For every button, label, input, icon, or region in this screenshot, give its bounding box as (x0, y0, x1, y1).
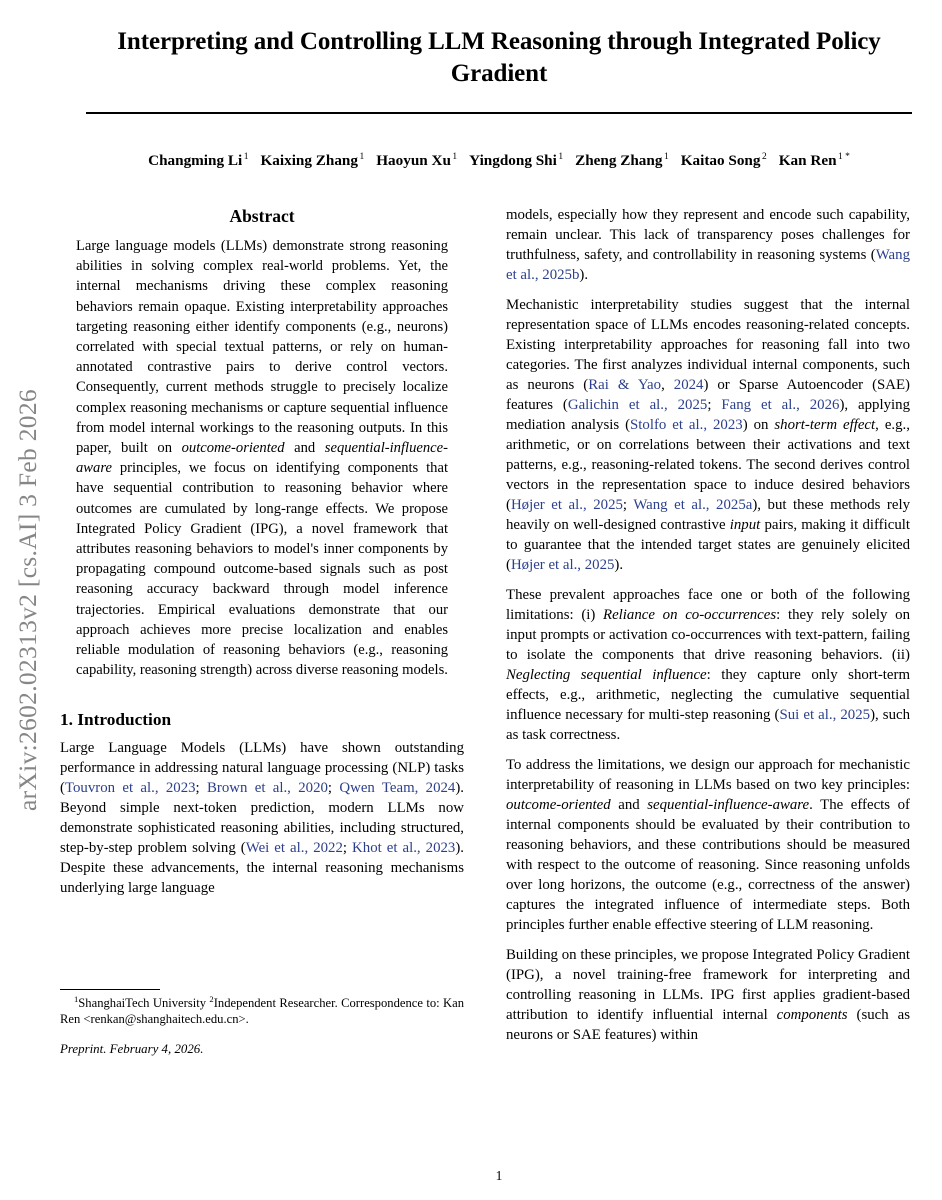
text-run: and (610, 797, 648, 814)
page-number: 1 (495, 1168, 503, 1183)
arxiv-stamp-text: arXiv:2602.02313v2 [cs.AI] 3 Feb 2026 (13, 389, 42, 811)
author-name: Yingdong Shi $^1$ (469, 152, 564, 170)
citation-link[interactable]: Qwen Team, 2024 (339, 780, 456, 797)
author-affiliation-marker: 1 (663, 152, 669, 162)
text-run: Mechanistic interpretability studies suggest that the internal representation space of LLMs encodes reasoning-related concepts. Existing interpretability approaches for reasoning fall into two categories. The first analyzes individual internal components, such as neurons ( (506, 297, 910, 394)
text-run: ). Beyond simple next-token prediction, modern LLMs now demonstrate sophisticated reasoning abilities, including structured, step-by-step problem solving ( (60, 780, 465, 857)
paragraph (506, 756, 910, 936)
citation-link[interactable]: Touvron et al., 2023 (64, 780, 196, 797)
citation-link[interactable]: Rai & Yao (588, 377, 662, 394)
emphasis-text: short-term effect (774, 417, 876, 434)
emphasis-text: Reliance on co-occurrences (603, 607, 777, 624)
text-run: models, especially how they represent and encode such capability, remain unclear. This lack of transparency poses challenges for truthfulness, safety, and controllability in reasoning systems ( (506, 207, 910, 263)
author-name: Haoyun Xu $^1$ (376, 152, 458, 170)
citation-link[interactable]: Wang et al., 2025b (506, 246, 910, 283)
text-run: To address the limitations, we design our approach for mechanistic interpretability of reasoning in LLMs based on two key principles: (506, 757, 910, 794)
text-run: ), but these methods rely heavily on well-designed contrastive (506, 496, 911, 533)
paragraph (506, 206, 910, 286)
citation-link[interactable]: Stolfo et al., 2023 (630, 417, 743, 434)
paragraph (60, 739, 464, 899)
citation-link[interactable]: Højer et al., 2025 (510, 496, 623, 513)
text-run: ). (579, 266, 589, 283)
text-run: . The effects of internal components should be evaluated by their contribution to reasoning behaviors, and these contributions should be measured with respect to the outcome of reasoning. Since reasoning unfolds over long horizons, the outcome (e.g., correctness of the answer) captures the integrated influence of intermediate steps. Both principles further enable effective steering of LLM reasoning. (506, 797, 910, 933)
introduction-body (60, 739, 464, 899)
text-run: ; (622, 496, 634, 513)
citation-link[interactable]: Fang et al., 2026 (721, 397, 840, 414)
footnote-divider (60, 989, 160, 990)
paper-page (56, 0, 942, 1200)
abstract-heading: Abstract (229, 206, 295, 226)
text-run: Large Language Models (LLMs) have shown outstanding performance in addressing natural language processing (NLP) tasks ( (60, 740, 464, 797)
text-run: : they capture only short-term effects, e.g., arithmetic, neglecting the cumulative sequential influence necessary for multi-step reasoning ( (506, 666, 910, 723)
citation-link[interactable]: Højer et al., 2025 (510, 556, 615, 573)
paragraph (506, 586, 910, 746)
citation-link[interactable]: Khot et al., 2023 (352, 840, 456, 857)
author-name: Kaixing Zhang $^1$ (260, 152, 365, 170)
emphasis-text: Neglecting sequential influence (506, 666, 707, 683)
right-column (506, 206, 910, 1057)
left-column (60, 206, 464, 1057)
footnote-zone (60, 989, 464, 1057)
author-affiliation-marker: 1 (243, 152, 249, 162)
right-column-body (506, 206, 910, 1046)
text-run: principles, we focus on identifying components that have sequential contribution to reasoning behavior where outcomes are cumulated by long-range effects. We propose Integrated Policy Gradient (IPG), a novel framework that attributes reasoning behaviors to model's inner components by propagating compound outcome-based signals such as post reasoning accuracy backward through model inference trajectories. Empirical evaluations demonstrate that our approach achieves more precise localization and enables reliable modulation of reasoning behaviors (e.g., reasoning capability, reasoning strength) across diverse reasoning models. (76, 460, 448, 679)
text-run: Building on these principles, we propose Integrated Policy Gradient (IPG), a novel training-free framework for interpreting and controlling reasoning in LLMs. IPG first applies gradient-based attribution to identify influential internal (506, 947, 910, 1024)
paragraph (76, 236, 448, 680)
text-run: : they rely solely on input prompts or activation co-occurrences with text-pattern, failing to isolate the components that drive reasoning behaviors. (ii) (506, 607, 910, 664)
paragraph (506, 296, 910, 575)
author-list (86, 152, 912, 170)
citation-link[interactable]: Galichin et al., 2025 (567, 397, 708, 414)
text-run: ) on (742, 417, 775, 434)
arxiv-stamp (0, 0, 56, 1200)
text-run: (such as neurons or SAE features) within (506, 1007, 910, 1044)
text-run: These prevalent approaches face one or both of the following limitations: (i) (506, 587, 910, 624)
emphasis-text: sequential-influence-aware (76, 440, 448, 477)
text-run: Large language models (LLMs) demonstrate strong reasoning abilities in solving complex real-world problems. Yet, the internal mechanisms driving these complex reasoning behaviors remain opaque. Existing interpretability approaches targeting reasoning either identify components (e.g., neurons) correlated with special textual patterns, or rely on human-annotated contrastive pairs to derive control vectors. Consequently, current methods struggle to precisely localize complex reasoning mechanisms or capture sequential influence from model internal workings to the reasoning outputs. In this paper, built on (76, 238, 448, 457)
footnote-affiliations (60, 994, 464, 1028)
text-run: ), applying mediation analysis ( (506, 397, 910, 434)
emphasis-text: outcome-oriented (506, 797, 611, 814)
citation-link[interactable]: Wang et al., 2025a (633, 496, 753, 513)
preprint-notice: Preprint. February 4, 2026. (60, 1041, 204, 1056)
text-run: and (284, 440, 325, 457)
author-affiliation-marker: 1 (558, 152, 564, 162)
text-run: ). (614, 556, 624, 573)
text-run: ; (327, 780, 340, 797)
text-run: ; (195, 780, 207, 797)
paragraph (506, 946, 910, 1046)
text-run: ShanghaiTech University (78, 995, 210, 1010)
author-affiliation-marker: 1 (452, 152, 458, 162)
citation-link[interactable]: Sui et al., 2025 (779, 706, 871, 723)
text-run: ). Despite these advancements, the internal reasoning mechanisms underlying large language (60, 840, 464, 897)
author-affiliation-marker: 2 (761, 152, 767, 162)
title-divider (86, 112, 912, 114)
text-run: ; (342, 840, 353, 857)
author-affiliation-marker: 1 * (838, 152, 850, 162)
abstract-body (60, 236, 464, 680)
citation-link[interactable]: Brown et al., 2020 (207, 780, 328, 797)
author-name: Zheng Zhang $^1$ (575, 152, 669, 170)
text-run: ), such as task correctness. (506, 706, 911, 743)
emphasis-text: input (729, 516, 761, 533)
text-run: pairs, making it difficult to guarantee that the intended target states are genuinely elicited ( (506, 516, 911, 573)
citation-link[interactable]: Wei et al., 2022 (245, 840, 343, 857)
author-name: Kaitao Song $^2$ (680, 152, 767, 170)
emphasis-text: components (776, 1007, 848, 1024)
section-heading-introduction: 1. Introduction (60, 710, 172, 730)
author-name: Kan Ren $^{1 *}$ (778, 152, 850, 170)
affiliation-marker: 1 (74, 993, 79, 1004)
emphasis-text: outcome-oriented (181, 440, 285, 457)
page-title: Interpreting and Controlling LLM Reasoning through Integrated Policy Gradient (117, 28, 881, 87)
author-affiliation-marker: 1 (359, 152, 365, 162)
title-block (56, 0, 942, 170)
text-run: ) or Sparse Autoencoder (SAE) features ( (506, 377, 911, 414)
author-name: Changming Li $^1$ (148, 152, 249, 170)
text-run: , (661, 377, 674, 394)
affiliation-marker: 2 (209, 993, 214, 1004)
text-run: ; (707, 397, 722, 414)
emphasis-text: sequential-influence-aware (647, 797, 810, 814)
two-column-body (56, 206, 942, 1057)
text-run: , e.g., arithmetic, or on correlations between their activations and text patterns, e.g., reasoning-related tokens. The second derives control vectors in the representation space to induce desired behaviors ( (506, 417, 910, 513)
citation-link[interactable]: 2024 (673, 377, 704, 394)
text-run: Independent Researcher. Correspondence to: Kan Ren <renkan@shanghaitech.edu.cn>. (60, 995, 464, 1027)
